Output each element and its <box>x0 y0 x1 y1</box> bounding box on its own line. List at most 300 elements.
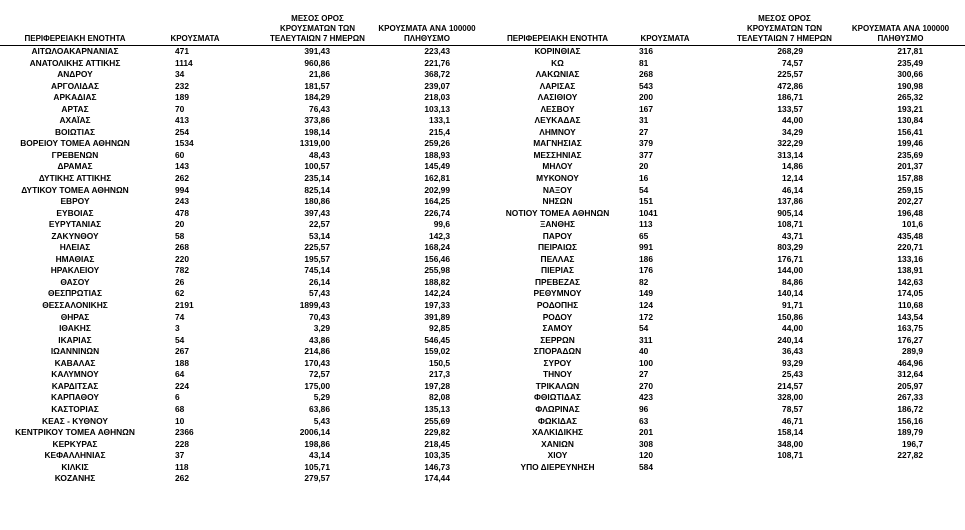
right-table-body <box>490 46 965 473</box>
cell-region: ΤΡΙΚΑΛΩΝ <box>535 380 580 391</box>
cell-region: ΜΗΛΟΥ <box>542 161 573 172</box>
cell-per: 146,73 <box>424 461 450 472</box>
cell-cases: 143 <box>175 161 189 172</box>
cell-avg: 5,43 <box>313 415 330 426</box>
cell-region: ΞΑΝΘΗΣ <box>539 219 576 230</box>
cell-avg: 76,43 <box>309 103 330 114</box>
cell-per: 142,24 <box>424 288 450 299</box>
cell-cases: 268 <box>175 242 189 253</box>
cell-region: ΚΟΡΙΝΘΙΑΣ <box>534 46 581 56</box>
cell-per: 99,6 <box>433 219 450 230</box>
cell-region: ΛΑΣΙΘΙΟΥ <box>537 92 578 103</box>
table-row <box>490 404 965 416</box>
cell-region: ΠΙΕΡΙΑΣ <box>541 265 574 276</box>
table-row <box>490 265 965 277</box>
cell-cases: 423 <box>639 392 653 403</box>
cell-per: 199,46 <box>897 138 923 149</box>
cell-avg: 240,14 <box>777 334 803 345</box>
cell-region: ΑΡΤΑΣ <box>61 103 89 114</box>
table-row <box>0 358 490 370</box>
cell-per: 220,71 <box>897 242 923 253</box>
cell-per: 197,28 <box>424 380 450 391</box>
cell-region: ΚΑΛΥΜΝΟΥ <box>51 369 99 380</box>
table-row <box>0 312 490 324</box>
cell-cases: 3 <box>175 323 180 334</box>
table-row <box>0 81 490 93</box>
header-cases: ΚΡΟΥΣΜΑΤΑ <box>640 34 690 43</box>
cell-region: ΔΥΤΙΚΟΥ ΤΟΜΕΑ ΑΘΗΝΩΝ <box>21 184 129 195</box>
table-row <box>490 439 965 451</box>
cell-per: 103,35 <box>424 450 450 461</box>
cell-cases: 58 <box>175 230 185 241</box>
cell-avg: 180,86 <box>304 196 330 207</box>
table-row <box>0 185 490 197</box>
cell-cases: 268 <box>639 69 653 80</box>
cell-avg: 70,43 <box>309 311 330 322</box>
cell-avg: 1319,00 <box>299 138 330 149</box>
cell-region: ΡΟΔΟΥ <box>542 311 573 322</box>
cell-cases: 151 <box>639 196 653 207</box>
cell-cases: 2366 <box>175 427 194 438</box>
table-row <box>490 369 965 381</box>
cell-avg: 1899,43 <box>299 300 330 311</box>
table-row <box>490 242 965 254</box>
cell-per: 255,98 <box>424 265 450 276</box>
cell-region: ΙΘΑΚΗΣ <box>59 323 91 334</box>
cell-cases: 200 <box>639 92 653 103</box>
cell-avg: 43,71 <box>782 230 803 241</box>
cell-per: 202,27 <box>897 196 923 207</box>
cell-cases: 188 <box>175 357 189 368</box>
table-row <box>0 219 490 231</box>
table-row <box>490 46 965 58</box>
cell-region: ΖΑΚΥΝΘΟΥ <box>51 230 99 241</box>
cell-per: 196,7 <box>902 438 923 449</box>
header-avg <box>722 14 847 44</box>
cell-avg: 43,14 <box>309 450 330 461</box>
cell-per: 163,75 <box>897 323 923 334</box>
table-row <box>490 346 965 358</box>
table-row <box>0 346 490 358</box>
cell-avg: 137,86 <box>777 196 803 207</box>
cell-region: ΜΑΓΝΗΣΙΑΣ <box>533 138 582 149</box>
cell-avg: 214,86 <box>304 346 330 357</box>
cell-region: ΚΑΡΠΑΘΟΥ <box>51 392 99 403</box>
cell-cases: 189 <box>175 92 189 103</box>
cell-avg: 745,14 <box>304 265 330 276</box>
cell-per: 289,9 <box>902 346 923 357</box>
cell-avg: 279,57 <box>304 473 330 484</box>
cell-region: ΦΛΩΡΙΝΑΣ <box>535 403 580 414</box>
cell-per: 142,63 <box>897 276 923 287</box>
cell-avg: 133,57 <box>777 103 803 114</box>
cell-per: 188,93 <box>424 149 450 160</box>
header-region: ΠΕΡΙΦΕΡΕΙΑΚΗ ΕΝΟΤΗΤΑ <box>24 34 126 43</box>
cell-region: ΚΑΒΑΛΑΣ <box>54 357 96 368</box>
table-row <box>490 92 965 104</box>
cell-region: ΤΗΝΟΥ <box>542 369 573 380</box>
header-per-line1: ΚΡΟΥΣΜΑΤΑ ΑΝΑ 100000 <box>851 24 950 33</box>
header-region: ΠΕΡΙΦΕΡΕΙΑΚΗ ΕΝΟΤΗΤΑ <box>506 34 609 43</box>
cell-avg: 93,29 <box>782 357 803 368</box>
cell-avg: 348,00 <box>777 438 803 449</box>
cell-per: 435,48 <box>897 230 923 241</box>
cell-avg: 34,29 <box>782 126 803 137</box>
cell-region: ΑΧΑΪΑΣ <box>59 115 91 126</box>
cell-avg: 195,57 <box>304 253 330 264</box>
cell-region: ΓΡΕΒΕΝΩΝ <box>51 149 99 160</box>
cell-cases: 471 <box>175 46 189 56</box>
cell-avg: 170,43 <box>304 357 330 368</box>
cell-avg: 803,29 <box>777 242 803 253</box>
cell-region: ΜΕΣΣΗΝΙΑΣ <box>533 149 582 160</box>
header-avg-line2: ΚΡΟΥΣΜΑΤΩΝ ΤΩΝ <box>279 24 356 33</box>
cell-avg: 5,29 <box>313 392 330 403</box>
table-row <box>0 138 490 150</box>
cell-per: 157,88 <box>897 173 923 184</box>
cell-region: ΣΠΟΡΑΔΩΝ <box>533 346 582 357</box>
cell-per: 150,5 <box>429 357 450 368</box>
cell-cases: 584 <box>639 461 653 472</box>
cell-cases: 27 <box>639 126 649 137</box>
cell-per: 82,08 <box>429 392 450 403</box>
table-row <box>490 392 965 404</box>
cell-region: ΚΕΝΤΡΙΚΟΥ ΤΟΜΕΑ ΑΘΗΝΩΝ <box>15 427 135 438</box>
cell-region: ΒΟΡΕΙΟΥ ΤΟΜΕΑ ΑΘΗΝΩΝ <box>20 138 130 149</box>
cell-avg: 57,43 <box>309 288 330 299</box>
cell-cases: 63 <box>639 415 649 426</box>
cell-cases: 20 <box>175 219 185 230</box>
cell-region: ΡΟΔΟΠΗΣ <box>536 300 579 311</box>
cell-cases: 6 <box>175 392 180 403</box>
table-row <box>0 69 490 81</box>
table-row <box>490 58 965 70</box>
cell-avg: 268,29 <box>777 46 803 56</box>
cell-per: 156,46 <box>424 253 450 264</box>
table-row <box>490 219 965 231</box>
cell-per: 162,81 <box>424 173 450 184</box>
table-row <box>490 381 965 393</box>
cell-avg: 140,14 <box>777 288 803 299</box>
cell-region: ΠΕΛΛΑΣ <box>540 253 575 264</box>
cell-cases: 311 <box>639 334 653 345</box>
cell-region: ΣΕΡΡΩΝ <box>540 334 575 345</box>
cell-cases: 54 <box>639 184 649 195</box>
cell-cases: 220 <box>175 253 189 264</box>
cell-per: 202,99 <box>424 184 450 195</box>
header-avg-line1: ΜΕΣΟΣ ΟΡΟΣ <box>758 14 811 23</box>
table-row <box>0 369 490 381</box>
cell-avg: 175,00 <box>304 380 330 391</box>
table-row <box>0 265 490 277</box>
cell-region: ΑΡΚΑΔΙΑΣ <box>53 92 97 103</box>
cell-region: ΥΠΟ ΔΙΕΡΕΥΝΗΣΗ <box>520 461 595 472</box>
cell-per: 464,96 <box>897 357 923 368</box>
table-row <box>0 196 490 208</box>
cell-cases: 228 <box>175 438 189 449</box>
cell-region: ΗΜΑΘΙΑΣ <box>55 253 95 264</box>
cell-avg: 78,57 <box>782 403 803 414</box>
table-row <box>490 173 965 185</box>
cell-cases: 70 <box>175 103 185 114</box>
table-row <box>490 208 965 220</box>
table-row <box>490 231 965 243</box>
cell-region: ΠΕΙΡΑΙΩΣ <box>537 242 578 253</box>
table-row <box>0 288 490 300</box>
cell-cases: 96 <box>639 403 649 414</box>
cell-cases: 62 <box>175 288 185 299</box>
cell-per: 368,72 <box>424 69 450 80</box>
cell-cases: 34 <box>175 69 185 80</box>
cell-cases: 65 <box>639 230 649 241</box>
cell-avg: 214,57 <box>777 380 803 391</box>
cell-region: ΝΑΞΟΥ <box>542 184 573 195</box>
cell-cases: 1534 <box>175 138 194 149</box>
cell-region: ΚΕΦΑΛΛΗΝΙΑΣ <box>44 450 106 461</box>
table-row <box>0 104 490 116</box>
cell-cases: 64 <box>175 369 185 380</box>
cell-region: ΘΗΡΑΣ <box>60 311 90 322</box>
cell-cases: 267 <box>175 346 189 357</box>
cell-cases: 991 <box>639 242 653 253</box>
cell-per: 156,41 <box>897 126 923 137</box>
cell-cases: 243 <box>175 196 189 207</box>
cell-avg: 91,71 <box>782 300 803 311</box>
cell-region: ΜΥΚΟΝΟΥ <box>536 173 579 184</box>
cell-region: ΝΗΣΩΝ <box>542 196 573 207</box>
cell-region: ΝΟΤΙΟΥ ΤΟΜΕΑ ΑΘΗΝΩΝ <box>505 207 610 218</box>
table-row <box>0 208 490 220</box>
cell-cases: 26 <box>175 276 185 287</box>
table-row <box>490 416 965 428</box>
table-row <box>0 231 490 243</box>
table-row <box>490 127 965 139</box>
cell-per: 227,82 <box>897 450 923 461</box>
cell-avg: 328,00 <box>777 392 803 403</box>
cell-per: 312,64 <box>897 369 923 380</box>
table-row <box>0 254 490 266</box>
cell-per: 189,79 <box>897 427 923 438</box>
cell-avg: 22,57 <box>309 219 330 230</box>
table-row <box>490 312 965 324</box>
cell-per: 218,45 <box>424 438 450 449</box>
cell-per: 235,49 <box>897 57 923 68</box>
cell-avg: 225,57 <box>304 242 330 253</box>
left-table <box>0 0 490 485</box>
cell-region: ΑΙΤΩΛΟΑΚΑΡΝΑΝΙΑΣ <box>31 46 119 56</box>
cell-cases: 27 <box>639 369 649 380</box>
cell-cases: 413 <box>175 115 189 126</box>
cell-avg: 25,43 <box>782 369 803 380</box>
cell-per: 130,84 <box>897 115 923 126</box>
table-row <box>490 196 965 208</box>
cell-region: ΙΩΑΝΝΙΝΩΝ <box>50 346 100 357</box>
cell-cases: 167 <box>639 103 653 114</box>
table-row <box>0 127 490 139</box>
header-cases: ΚΡΟΥΣΜΑΤΑ <box>170 34 220 43</box>
cell-region: ΔΡΑΜΑΣ <box>57 161 93 172</box>
cell-region: ΚΕΑΣ - ΚΥΘΝΟΥ <box>42 415 108 426</box>
cell-avg: 26,14 <box>309 276 330 287</box>
cell-avg: 373,86 <box>304 115 330 126</box>
header-per-100k <box>838 24 963 44</box>
cell-cases: 82 <box>639 276 649 287</box>
table-row <box>0 392 490 404</box>
cell-avg: 14,86 <box>782 161 803 172</box>
table-row <box>0 381 490 393</box>
table-row <box>0 450 490 462</box>
cell-cases: 40 <box>639 346 649 357</box>
cell-avg: 72,57 <box>309 369 330 380</box>
cell-region: ΧΑΝΙΩΝ <box>541 438 574 449</box>
cell-avg: 44,00 <box>782 115 803 126</box>
cell-region: ΕΥΡΥΤΑΝΙΑΣ <box>48 219 102 230</box>
cell-region: ΚΑΡΔΙΤΣΑΣ <box>51 380 99 391</box>
cell-per: 391,89 <box>424 311 450 322</box>
cell-avg: 105,71 <box>304 461 330 472</box>
table-row <box>490 81 965 93</box>
table-row <box>0 92 490 104</box>
cell-cases: 113 <box>639 219 653 230</box>
cell-per: 267,33 <box>897 392 923 403</box>
cell-cases: 176 <box>639 265 653 276</box>
table-row <box>490 115 965 127</box>
cell-avg: 100,57 <box>304 161 330 172</box>
table-row <box>490 358 965 370</box>
cell-region: ΒΟΙΩΤΙΑΣ <box>54 126 96 137</box>
cell-cases: 379 <box>639 138 653 149</box>
cell-per: 546,45 <box>424 334 450 345</box>
table-row <box>0 323 490 335</box>
cell-per: 145,49 <box>424 161 450 172</box>
cell-avg: 144,00 <box>777 265 803 276</box>
table-row <box>0 277 490 289</box>
table-row <box>490 69 965 81</box>
cell-avg: 108,71 <box>777 219 803 230</box>
cell-region: ΡΕΘΥΜΝΟΥ <box>533 288 582 299</box>
cell-per: 217,81 <box>897 46 923 56</box>
cell-per: 103,13 <box>424 103 450 114</box>
cell-avg: 825,14 <box>304 184 330 195</box>
cell-per: 133,16 <box>897 253 923 264</box>
cell-region: ΗΛΕΙΑΣ <box>59 242 91 253</box>
cell-cases: 2191 <box>175 300 194 311</box>
cell-per: 205,97 <box>897 380 923 391</box>
cell-region: ΠΡΕΒΕΖΑΣ <box>534 276 581 287</box>
left-table-body <box>0 46 490 485</box>
table-row <box>490 277 965 289</box>
cell-per: 217,3 <box>429 369 450 380</box>
table-row <box>490 462 965 474</box>
cell-avg: 150,86 <box>777 311 803 322</box>
cell-avg: 184,29 <box>304 92 330 103</box>
cell-cases: 54 <box>175 334 185 345</box>
cell-region: ΑΝΔΡΟΥ <box>57 69 93 80</box>
cell-cases: 262 <box>175 173 189 184</box>
cell-cases: 74 <box>175 311 185 322</box>
cell-per: 255,69 <box>424 415 450 426</box>
cell-per: 193,21 <box>897 103 923 114</box>
cell-avg: 158,14 <box>777 427 803 438</box>
table-row <box>0 335 490 347</box>
cell-cases: 232 <box>175 80 189 91</box>
cell-cases: 60 <box>175 149 185 160</box>
cell-avg: 3,29 <box>313 323 330 334</box>
cell-cases: 478 <box>175 207 189 218</box>
cell-cases: 377 <box>639 149 653 160</box>
cell-region: ΕΒΡΟΥ <box>60 196 90 207</box>
cell-cases: 1041 <box>639 207 658 218</box>
right-table <box>490 0 965 473</box>
cell-region: ΠΑΡΟΥ <box>542 230 573 241</box>
cell-cases: 270 <box>639 380 653 391</box>
header-per-line2: ΠΛΗΘΥΣΜΟ <box>877 34 924 43</box>
cell-cases: 186 <box>639 253 653 264</box>
cell-per: 201,37 <box>897 161 923 172</box>
cell-cases: 81 <box>639 57 649 68</box>
cell-avg: 84,86 <box>782 276 803 287</box>
table-row <box>490 104 965 116</box>
right-table-header <box>490 0 965 46</box>
table-row <box>490 161 965 173</box>
cell-cases: 172 <box>639 311 653 322</box>
cell-avg: 43,86 <box>309 334 330 345</box>
cell-avg: 176,71 <box>777 253 803 264</box>
cell-cases: 54 <box>639 323 649 334</box>
cell-region: ΑΡΓΟΛΙΔΑΣ <box>51 80 99 91</box>
cell-per: 101,6 <box>902 219 923 230</box>
cell-avg: 391,43 <box>304 46 330 56</box>
cell-avg: 2006,14 <box>299 427 330 438</box>
cell-region: ΛΕΣΒΟΥ <box>540 103 575 114</box>
header-avg <box>255 14 380 44</box>
cell-avg: 74,57 <box>782 57 803 68</box>
table-row <box>0 58 490 70</box>
cell-avg: 181,57 <box>304 80 330 91</box>
table-row <box>490 254 965 266</box>
table-row <box>0 46 490 58</box>
table-row <box>0 242 490 254</box>
cell-avg: 48,43 <box>309 149 330 160</box>
cell-cases: 782 <box>175 265 189 276</box>
cell-cases: 68 <box>175 403 185 414</box>
cell-per: 156,16 <box>897 415 923 426</box>
table-row <box>0 473 490 485</box>
cell-cases: 37 <box>175 450 185 461</box>
cell-region: ΙΚΑΡΙΑΣ <box>58 334 92 345</box>
cell-region: ΣΥΡΟΥ <box>543 357 572 368</box>
cell-per: 138,91 <box>897 265 923 276</box>
cell-per: 133,1 <box>429 115 450 126</box>
cell-per: 196,48 <box>897 207 923 218</box>
table-row <box>0 427 490 439</box>
cell-region: ΚΑΣΤΟΡΙΑΣ <box>51 403 99 414</box>
cell-per: 188,82 <box>424 276 450 287</box>
cell-region: ΦΩΚΙΔΑΣ <box>537 415 578 426</box>
cell-per: 265,32 <box>897 92 923 103</box>
cell-avg: 186,71 <box>777 92 803 103</box>
cell-avg: 960,86 <box>304 57 330 68</box>
cell-cases: 16 <box>639 173 649 184</box>
cell-region: ΚΕΡΚΥΡΑΣ <box>52 438 98 449</box>
cell-per: 176,27 <box>897 334 923 345</box>
cell-avg: 21,86 <box>309 69 330 80</box>
cell-region: ΦΘΙΩΤΙΔΑΣ <box>534 392 581 403</box>
cell-region: ΧΑΛΚΙΔΙΚΗΣ <box>531 427 584 438</box>
table-row <box>490 150 965 162</box>
cell-region: ΧΙΟΥ <box>547 450 568 461</box>
cell-per: 92,85 <box>429 323 450 334</box>
